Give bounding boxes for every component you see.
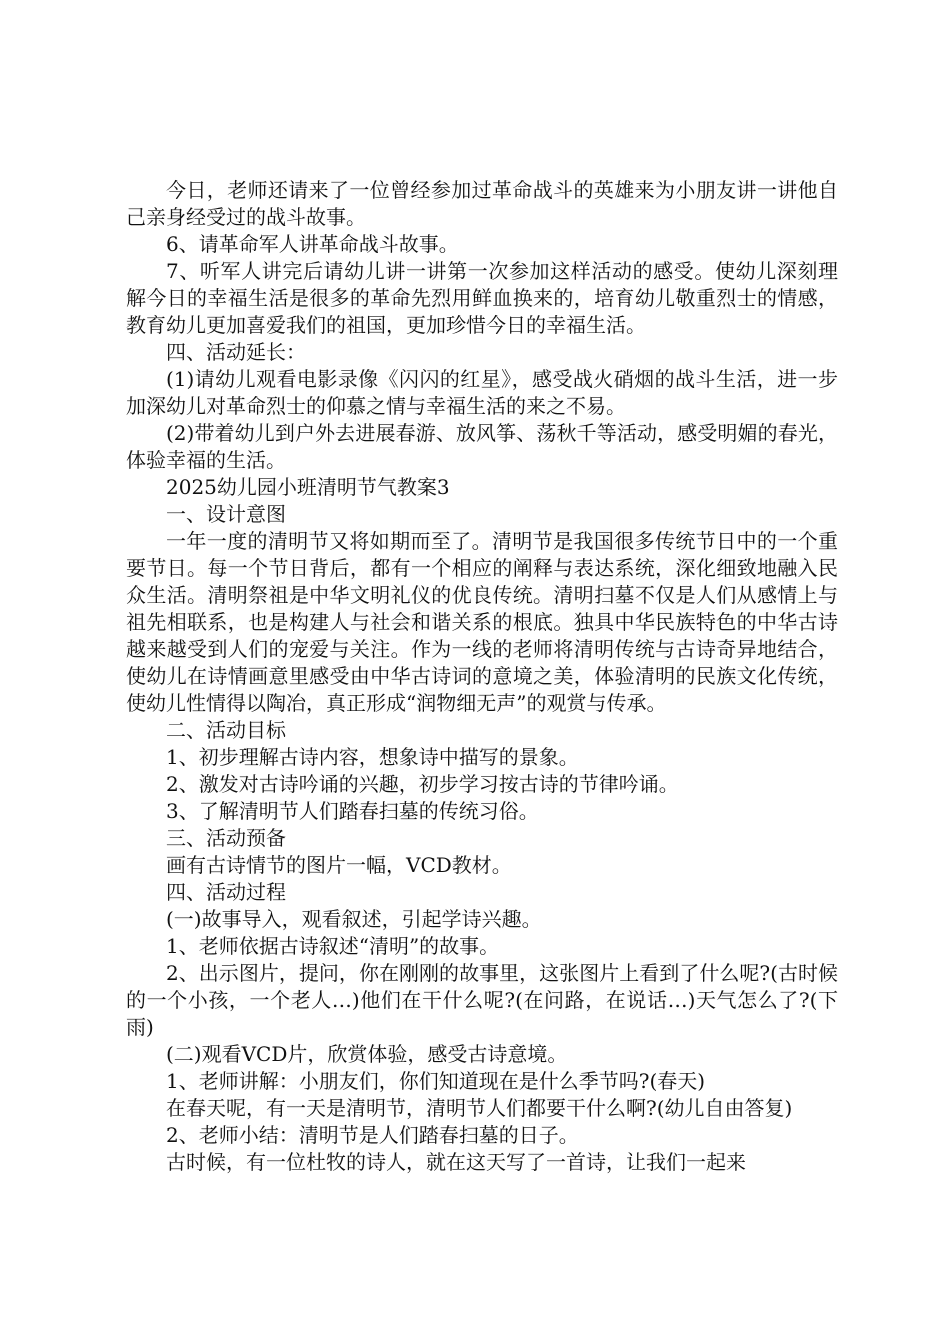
section-heading: 二、活动目标 — [166, 718, 286, 742]
list-item: 1、老师依据古诗叙述“清明”的故事。 — [166, 934, 500, 958]
list-item: 1、老师讲解：小朋友们，你们知道现在是什么季节吗?(春天) — [166, 1069, 706, 1093]
list-item: 2、老师小结：清明节是人们踏春扫墓的日子。 — [166, 1123, 579, 1147]
paragraph: 今日，老师还请来了一位曾经参加过革命战斗的英雄来为小朋友讲一讲他自己亲身经受过的战斗故事。 — [126, 178, 838, 229]
paragraph: (2)带着幼儿到户外去进展春游、放风筝、荡秋千等活动，感受明媚的春光，体验幸福的生活。 — [126, 421, 838, 472]
document-title: 2025幼儿园小班清明节气教案3 — [166, 475, 450, 499]
section-heading: 一、设计意图 — [166, 502, 286, 526]
document-body — [126, 177, 838, 1176]
subsection-heading: (二)观看VCD片，欣赏体验，感受古诗意境。 — [166, 1042, 568, 1066]
paragraph: 古时候，有一位杜牧的诗人，就在这天写了一首诗，让我们一起来 — [166, 1150, 746, 1174]
section-heading: 四、活动过程 — [166, 880, 286, 904]
list-item: 1、初步理解古诗内容，想象诗中描写的景象。 — [166, 745, 579, 769]
paragraph: 在春天呢，有一天是清明节，清明节人们都要干什么啊?(幼儿自由答复) — [166, 1096, 793, 1120]
paragraph: 7、听军人讲完后请幼儿讲一讲第一次参加这样活动的感受。使幼儿深刻理解今日的幸福生活是很多的革命先烈用鲜血换来的，培育幼儿敬重烈士的情感，教育幼儿更加喜爱我们的祖国，更加珍惜今日的幸福生活。 — [126, 259, 838, 337]
subsection-heading: (一)故事导入，观看叙述，引起学诗兴趣。 — [166, 907, 542, 931]
paragraph: 画有古诗情节的图片一幅，VCD教材。 — [166, 853, 512, 877]
list-item: 2、出示图片，提问，你在刚刚的故事里，这张图片上看到了什么呢?(古时候的一个小孩，一个老人…)他们在干什么呢?(在问路，在说话…)天气怎么了?(下雨) — [126, 961, 838, 1039]
paragraph: 一年一度的清明节又将如期而至了。清明节是我国很多传统节日中的一个重要节日。每一个节日背后，都有一个相应的阐释与表达系统，深化细致地融入民众生活。清明祭祖是中华文明礼仪的优良传统。清明扫墓不仅是人们从感情上与祖先相联系，也是构建人与社会和谐关系的根底。独具中华民族特色的中华古诗越来越受到人们的宠爱与关注。作为一线的老师将清明传统与古诗奇异地结合，使幼儿在诗情画意里感受由中华古诗词的意境之美，体验清明的民族文化传统，使幼儿性情得以陶冶，真正形成“润物细无声”的观赏与传承。 — [126, 529, 838, 715]
paragraph: 6、请革命军人讲革命战斗故事。 — [166, 232, 459, 256]
paragraph: (1)请幼儿观看电影录像《闪闪的红星》，感受战火硝烟的战斗生活，进一步加深幼儿对革命烈士的仰慕之情与幸福生活的来之不易。 — [126, 367, 838, 418]
list-item: 2、激发对古诗吟诵的兴趣，初步学习按古诗的节律吟诵。 — [166, 772, 679, 796]
list-item: 3、了解清明节人们踏春扫墓的传统习俗。 — [166, 799, 539, 823]
section-heading: 四、活动延长： — [166, 340, 306, 364]
section-heading: 三、活动预备 — [166, 826, 286, 850]
